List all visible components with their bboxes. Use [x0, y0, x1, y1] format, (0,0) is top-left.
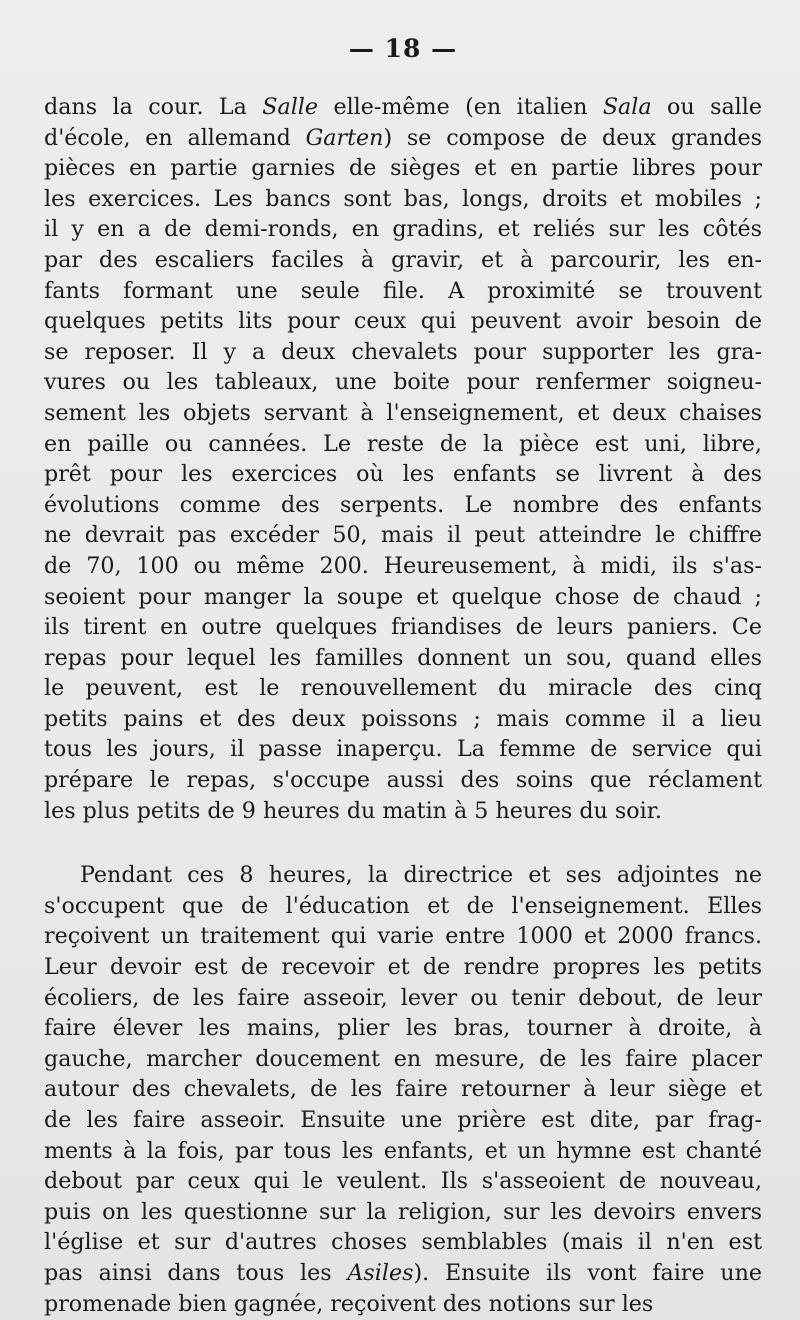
text-segment: ils tirent en outre quelques friandises de leurs paniers. Ce	[44, 614, 762, 641]
text-line	[44, 92, 762, 123]
text-segment: ne devrait pas excéder 50, mais il peut atteindre le chiffre	[44, 522, 762, 549]
text-segment: Salle	[262, 94, 319, 120]
text-segment: faire élever les mains, plier les bras, tourner à droite, à	[44, 1015, 762, 1042]
text-segment: ou salle	[651, 94, 762, 120]
text-segment: en paille ou cannées. Le reste de la pièce est uni, libre,	[44, 430, 762, 457]
text-body	[44, 92, 762, 1319]
text-line	[44, 1074, 762, 1105]
text-line	[44, 1166, 762, 1197]
text-line	[44, 276, 762, 307]
text-line	[44, 673, 762, 704]
text-segment: l'église et sur d'autres choses semblables (mais il n'en est	[44, 1229, 762, 1256]
text-segment: ments à la fois, par tous les enfants, et un hymne est chanté	[44, 1137, 762, 1164]
text-segment: de 70, 100 ou même 200. Heureusement, à midi, ils s'as-	[44, 552, 762, 579]
text-segment: gauche, marcher doucement en mesure, de les faire placer	[44, 1045, 762, 1072]
text-line	[44, 398, 762, 429]
text-line	[44, 921, 762, 952]
text-line	[44, 1013, 762, 1044]
text-segment: vures ou les tableaux, une boite pour renfermer soigneu-	[44, 369, 762, 396]
text-line	[44, 1289, 762, 1320]
text-segment: reçoivent un traitement qui varie entre 1000 et 2000 francs.	[44, 923, 762, 950]
text-line	[44, 1197, 762, 1228]
text-segment: ). Ensuite ils vont faire une	[413, 1259, 762, 1286]
text-line	[44, 612, 762, 643]
text-segment: fants formant une seule file. A proximité se trouvent	[44, 277, 762, 304]
text-line	[44, 1136, 762, 1167]
text-segment: Leur devoir est de recevoir et de rendre propres les petits	[44, 954, 762, 981]
text-line	[44, 214, 762, 245]
text-line	[44, 153, 762, 184]
text-line	[44, 367, 762, 398]
text-segment: il y en a de demi-ronds, en gradins, et reliés sur les côtés	[44, 216, 762, 243]
text-line	[44, 734, 762, 765]
text-segment: se reposer. Il y a deux chevalets pour supporter les gra-	[44, 338, 762, 365]
text-segment: quelques petits lits pour ceux qui peuvent avoir besoin de	[44, 308, 762, 335]
text-segment: tous les jours, il passe inaperçu. La femme de service qui	[44, 736, 762, 763]
text-line	[44, 490, 762, 521]
paragraph	[44, 860, 762, 1319]
text-line	[44, 520, 762, 551]
text-segment: d'école, en allemand	[44, 124, 306, 151]
text-line	[44, 123, 762, 154]
text-segment: dans la cour. La	[44, 94, 263, 120]
text-line	[44, 1044, 762, 1075]
text-line	[44, 1258, 762, 1289]
text-segment: le peuvent, est le renouvellement du miracle des cinq	[44, 675, 762, 702]
text-line	[44, 582, 762, 613]
text-segment: repas pour lequel les familles donnent un sou, quand elles	[44, 644, 762, 671]
text-segment: sement les objets servant à l'enseignement, et deux chaises	[44, 399, 762, 426]
text-segment: écoliers, de les faire asseoir, lever ou tenir debout, de leur	[44, 984, 762, 1011]
text-segment: Sala	[602, 94, 652, 120]
paragraph	[44, 92, 762, 826]
text-line	[44, 643, 762, 674]
text-segment: petits pains et des deux poissons ; mais comme il a lieu	[44, 705, 762, 732]
text-line	[44, 337, 762, 368]
text-line	[44, 306, 762, 337]
text-segment: s'occupent que de l'éducation et de l'enseignement. Elles	[44, 892, 762, 919]
text-segment: prépare le repas, s'occupe aussi des soins que réclament	[44, 767, 762, 794]
text-segment: prêt pour les exercices où les enfants se livrent à des	[44, 461, 762, 488]
text-segment: autour des chevalets, de les faire retourner à leur siège et	[44, 1076, 762, 1103]
text-line	[44, 1105, 762, 1136]
text-segment: elle-même (en italien	[318, 94, 603, 120]
text-line	[44, 891, 762, 922]
text-line	[44, 551, 762, 582]
text-segment: pièces en partie garnies de sièges et en partie libres pour	[44, 155, 762, 182]
text-line	[44, 459, 762, 490]
text-line	[44, 796, 762, 827]
text-segment: seoient pour manger la soupe et quelque chose de chaud ;	[44, 583, 762, 610]
text-line	[44, 860, 762, 891]
text-line	[44, 765, 762, 796]
text-segment: ) se compose de deux grandes	[383, 124, 762, 151]
text-line	[44, 429, 762, 460]
text-segment: puis on les questionne sur la religion, sur les devoirs envers	[44, 1198, 762, 1225]
text-segment: de les faire asseoir. Ensuite une prière est dite, par frag-	[44, 1107, 762, 1133]
text-segment: par des escaliers faciles à gravir, et à parcourir, les en-	[44, 246, 762, 273]
text-segment: Pendant ces 8 heures, la directrice et ses adjointes ne	[80, 862, 762, 889]
text-segment: Garten	[305, 124, 384, 151]
text-segment: évolutions comme des serpents. Le nombre des enfants	[44, 491, 762, 518]
text-line	[44, 1227, 762, 1258]
text-line	[44, 952, 762, 983]
text-segment: pas ainsi dans tous les	[44, 1259, 348, 1286]
text-line	[44, 983, 762, 1014]
text-segment: les exercices. Les bancs sont bas, longs, droits et mobiles ;	[44, 185, 762, 212]
text-segment: Asiles	[347, 1259, 414, 1286]
text-segment: promenade bien gagnée, reçoivent des notions sur les	[44, 1290, 654, 1317]
text-segment: les plus petits de 9 heures du matin à 5 heures du soir.	[44, 797, 662, 824]
text-line	[44, 245, 762, 276]
text-line	[44, 184, 762, 215]
text-line	[44, 704, 762, 735]
page-number: — 18 —	[348, 34, 458, 63]
text-segment: debout par ceux qui le veulent. Ils s'asseoient de nouveau,	[44, 1168, 762, 1195]
